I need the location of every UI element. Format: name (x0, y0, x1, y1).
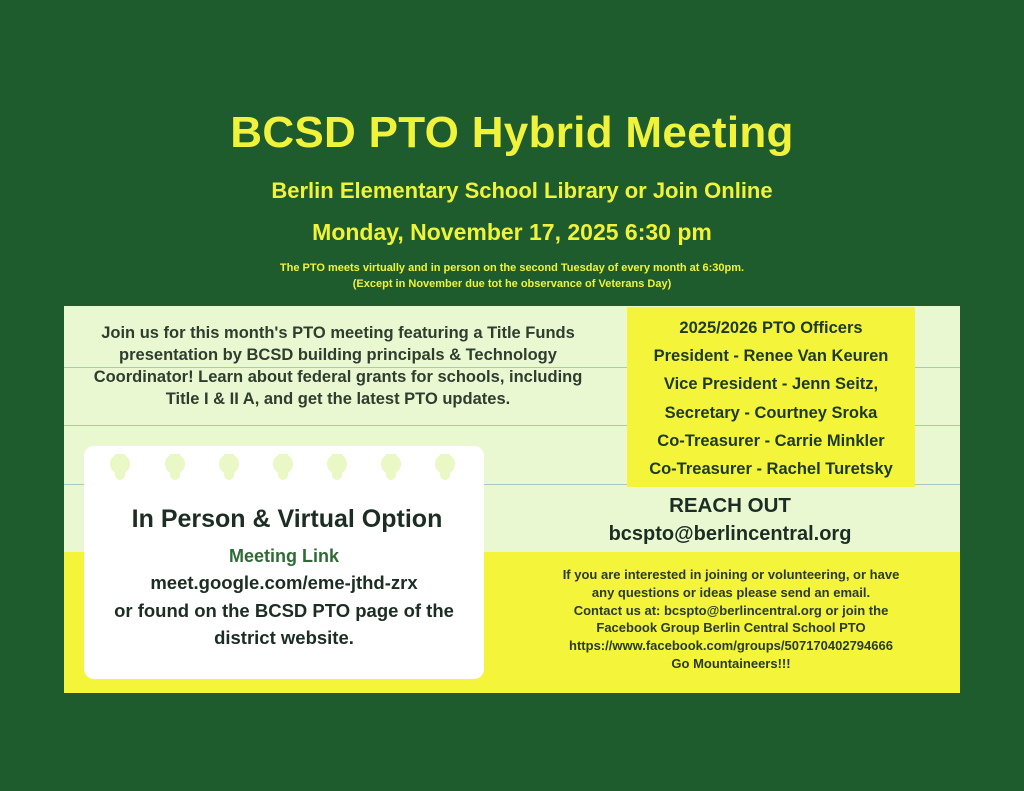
schedule-note: The PTO meets virtually and in person on the second Tuesday of every month at 6:30pm. (279, 262, 745, 274)
officers-box (627, 307, 915, 487)
contact-line: Go Mountaineers!!! (671, 655, 791, 671)
notepad-ring-icon (435, 454, 455, 480)
officer-entry: Co-Treasurer - Carrie Minkler (657, 431, 885, 450)
notepad-ring-icon (381, 454, 401, 480)
officer-entry: Co-Treasurer - Rachel Turetsky (649, 460, 893, 479)
officer-entry: Secretary - Courtney Sroka (664, 403, 878, 422)
event-datetime: Monday, November 17, 2025 6:30 pm (312, 219, 712, 245)
event-location: Berlin Elementary School Library or Join Online (271, 178, 773, 203)
notepad-ring-icon (273, 454, 293, 480)
notepad-ring-icon (219, 454, 239, 480)
card-title: In Person & Virtual Option (131, 505, 443, 533)
officer-entry: Vice President - Jenn Seitz, (663, 375, 879, 394)
card-line: district website. (214, 627, 354, 648)
meeting-link-label: Meeting Link (228, 546, 339, 566)
card-line: or found on the BCSD PTO page of the (114, 600, 454, 621)
contact-line: Facebook Group Berlin Central School PTO (596, 620, 866, 636)
notepad-ring-icon (327, 454, 347, 480)
reach-out-heading: REACH OUT (669, 494, 791, 517)
contact-line: If you are interested in joining or volunteering, or have (562, 567, 900, 582)
schedule-exception-note: (Except in November due tot he observance of Veterans Day) (352, 278, 672, 290)
meeting-link[interactable]: meet.google.com/eme-jthd-zrx (150, 572, 418, 593)
contact-line: any questions or ideas please send an email. (591, 584, 871, 600)
notepad-ring-icon (110, 454, 130, 480)
meeting-intro: Join us for this month's PTO meeting featuring a Title Funds presentation by BCSD building principals & Technology Coordinator! Learn about federal grants for schools, including Title I & II A, and get the latest PTO updates. (93, 324, 583, 408)
officers-heading: 2025/2026 PTO Officers (679, 319, 863, 337)
event-title: BCSD PTO Hybrid Meeting (230, 108, 794, 157)
notepad-ring-icon (165, 454, 185, 480)
contact-line: Contact us at: bcspto@berlincentral.org or join the (573, 602, 889, 618)
officer-entry: President - Renee Van Keuren (653, 347, 889, 366)
contact-text (506, 566, 956, 673)
reach-out-email[interactable]: bcspto@berlincentral.org (608, 523, 852, 545)
facebook-link[interactable]: https://www.facebook.com/groups/507170402794666 (569, 638, 893, 654)
